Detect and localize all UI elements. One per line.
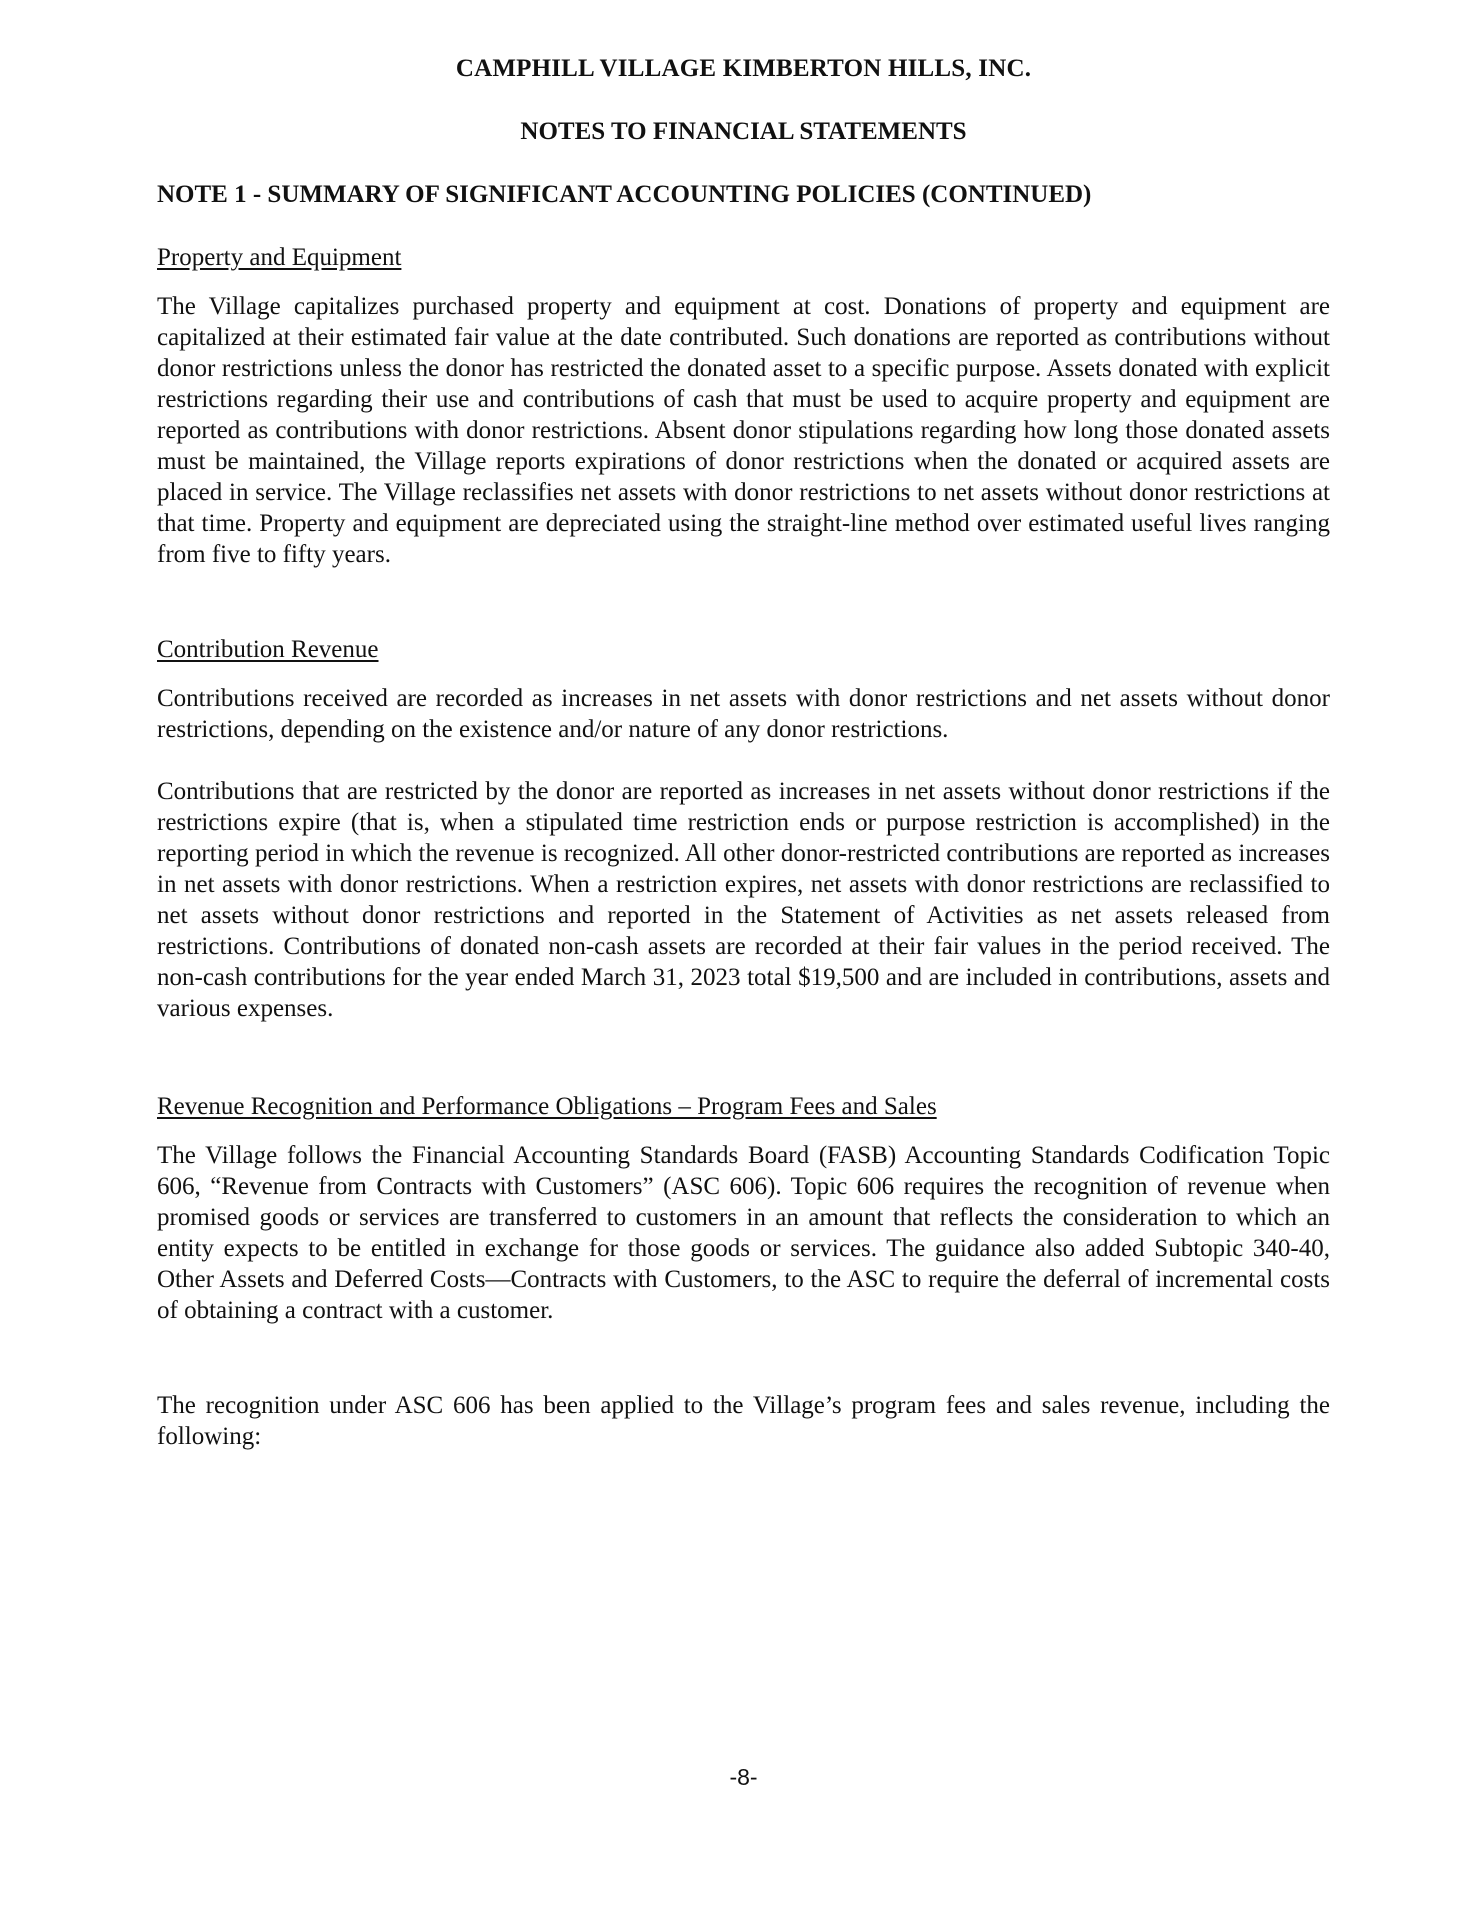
- paragraph-contribution-revenue-1: Contributions received are recorded as increases in net assets with donor restrictions and net assets without donor restrictions, depending on the existence and/or nature of any donor restrictions.: [157, 685, 1330, 743]
- section-heading-property-equipment: Property and Equipment: [157, 244, 402, 271]
- organization-name: CAMPHILL VILLAGE KIMBERTON HILLS, INC.: [455, 55, 1032, 82]
- section-heading-contribution-revenue: Contribution Revenue: [157, 636, 379, 663]
- paragraph-revenue-recognition-2: The recognition under ASC 606 has been applied to the Village’s program fees and sales revenue, including the following:: [157, 1392, 1330, 1450]
- note-heading: NOTE 1 - SUMMARY OF SIGNIFICANT ACCOUNTING POLICIES (CONTINUED): [157, 181, 1092, 208]
- paragraph-property-equipment: The Village capitalizes purchased property and equipment at cost. Donations of property and equipment are capitalized at their estimated fair value at the date contributed. Such donations are reported as contributions without donor restrictions unless the donor has restricted the donated asset to a specific purpose. Assets donated with explicit restrictions regarding their use and contributions of cash that must be used to acquire property and equipment are reported as contributions with donor restrictions. Absent donor stipulations regarding how long those donated assets must be maintained, the Village reports expirations of donor restrictions when the donated or acquired assets are placed in service. The Village reclassifies net assets with donor restrictions to net assets without donor restrictions at that time. Property and equipment are depreciated using the straight-line method over estimated useful lives ranging from five to fifty years.: [157, 293, 1330, 568]
- paragraph-contribution-revenue-2: Contributions that are restricted by the donor are reported as increases in net assets without donor restrictions if the restrictions expire (that is, when a stipulated time restriction ends or purpose restriction is accomplished) in the reporting period in which the revenue is recognized. All other donor-restricted contributions are reported as increases in net assets with donor restrictions. When a restriction expires, net assets with donor restrictions are reclassified to net assets without donor restrictions and reported in the Statement of Activities as net assets released from restrictions. Contributions of donated non-cash assets are recorded at their fair values in the period received. The non-cash contributions for the year ended March 31, 2023 total $19,500 and are included in contributions, assets and various expenses.: [157, 778, 1330, 1022]
- document-page: [157, 0, 1330, 1920]
- page-number: -8-: [729, 1764, 758, 1790]
- document-title: NOTES TO FINANCIAL STATEMENTS: [520, 118, 967, 145]
- paragraph-revenue-recognition-1: The Village follows the Financial Accounting Standards Board (FASB) Accounting Standards Codification Topic 606, “Revenue from Contracts with Customers” (ASC 606). Topic 606 requires the recognition of revenue when promised goods or services are transferred to customers in an amount that reflects the consideration to which an entity expects to be entitled in exchange for those goods or services. The guidance also added Subtopic 340-40, Other Assets and Deferred Costs—Contracts with Customers, to the ASC to require the deferral of incremental costs of obtaining a contract with a customer.: [157, 1142, 1330, 1324]
- section-heading-revenue-recognition: Revenue Recognition and Performance Obligations – Program Fees and Sales: [157, 1093, 937, 1120]
